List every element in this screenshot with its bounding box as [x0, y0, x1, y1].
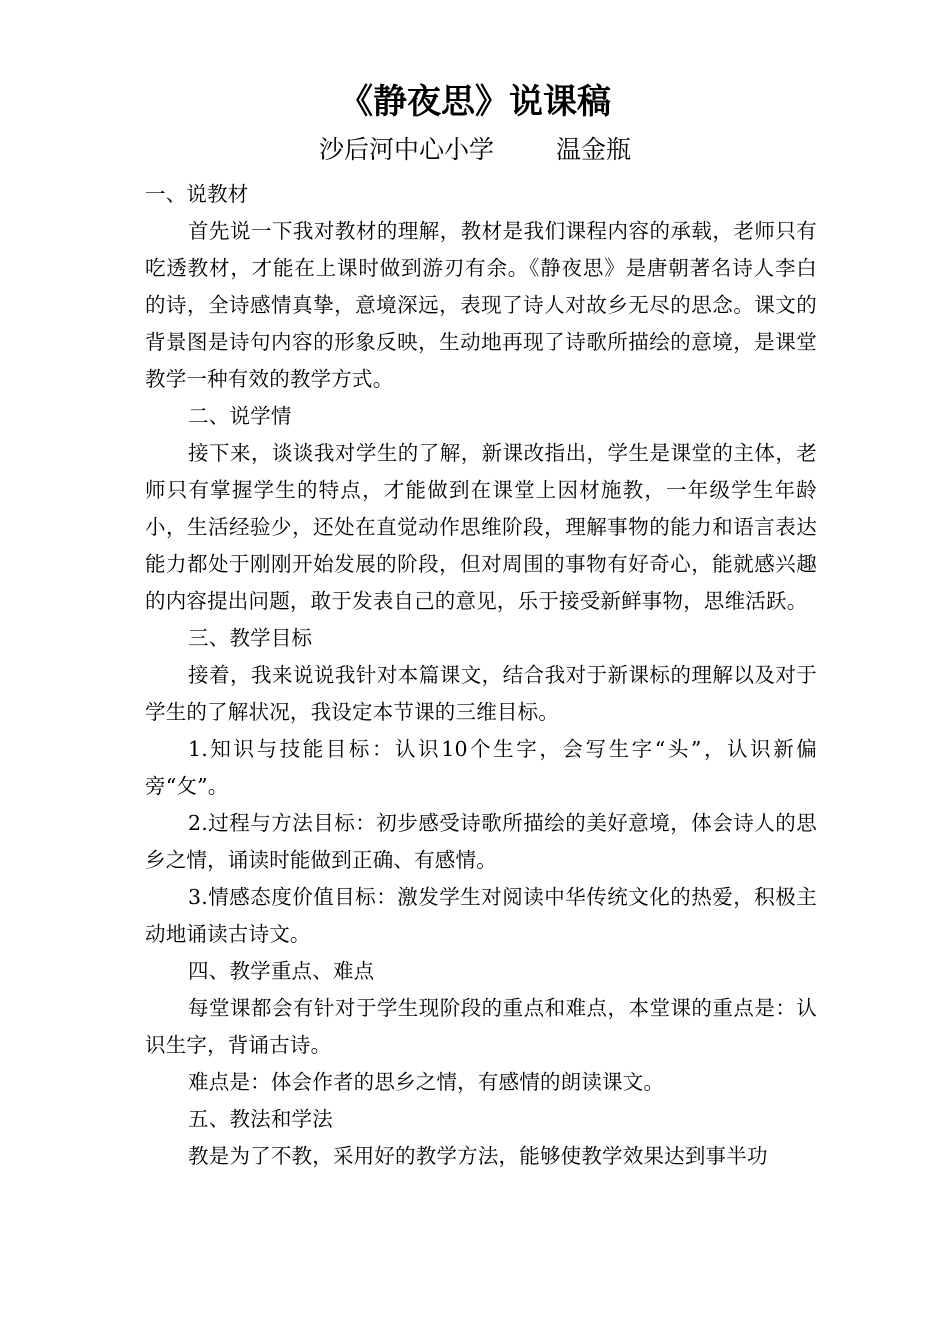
section-heading-student-analysis: 二、说学情: [188, 404, 292, 428]
section-heading-teaching-goals: 三、教学目标: [188, 626, 313, 650]
goal-item-emotion: 3.情感态度价值目标：激发学生对阅读中华传统文化的热爱，积极主动地诵读古诗文。: [145, 885, 817, 946]
section-heading-key-points: 四、教学重点、难点: [188, 959, 375, 983]
paragraph-difficulty: 难点是：体会作者的思乡之情，有感情的朗读课文。: [188, 1070, 665, 1094]
document-body: [145, 176, 817, 1175]
author-line: [0, 132, 950, 168]
author-name: 温金瓶: [556, 135, 632, 164]
goal-item-knowledge: 1.知识与技能目标：认识10个生字，会写生字“头”，认识新偏旁“攵”。: [145, 737, 817, 798]
school-name: 沙后河中心小学: [318, 135, 494, 164]
document-title: 《静夜思》说课稿: [339, 82, 611, 122]
paragraph-key-points: 每堂课都会有针对于学生现阶段的重点和难点，本堂课的重点是：认识生字，背诵古诗。: [145, 996, 817, 1057]
paragraph-teaching-goals: 接着，我来说说我针对本篇课文，结合我对于新课标的理解以及对于学生的了解状况，我设定本节课的三维目标。: [145, 663, 817, 724]
section-heading-teaching-material: 一、说教材: [145, 182, 249, 206]
paragraph-teaching-material: 首先说一下我对教材的理解，教材是我们课程内容的承载，老师只有吃透教材，才能在上课时做到游刃有余。《静夜思》是唐朝著名诗人李白的诗，全诗感情真挚，意境深远，表现了诗人对故乡无尽的思念。课文的背景图是诗句内容的形象反映，生动地再现了诗歌所描绘的意境，是课堂教学一种有效的教学方式。: [145, 219, 817, 391]
paragraph-student-analysis: 接下来，谈谈我对学生的了解，新课改指出，学生是课堂的主体，老师只有掌握学生的特点，才能做到在课堂上因材施教，一年级学生年龄小，生活经验少，还处在直觉动作思维阶段，理解事物的能力和语言表达能力都处于刚刚开始发展的阶段，但对周围的事物有好奇心，能就感兴趣的内容提出问题，敢于发表自己的意见，乐于接受新鲜事物，思维活跃。: [145, 441, 817, 613]
goal-item-process: 2.过程与方法目标：初步感受诗歌所描绘的美好意境，体会诗人的思乡之情，诵读时能做到正确、有感情。: [145, 811, 817, 872]
paragraph-methods: 教是为了不教，采用好的教学方法，能够使教学效果达到事半功: [188, 1144, 768, 1168]
section-heading-methods: 五、教法和学法: [188, 1107, 333, 1131]
